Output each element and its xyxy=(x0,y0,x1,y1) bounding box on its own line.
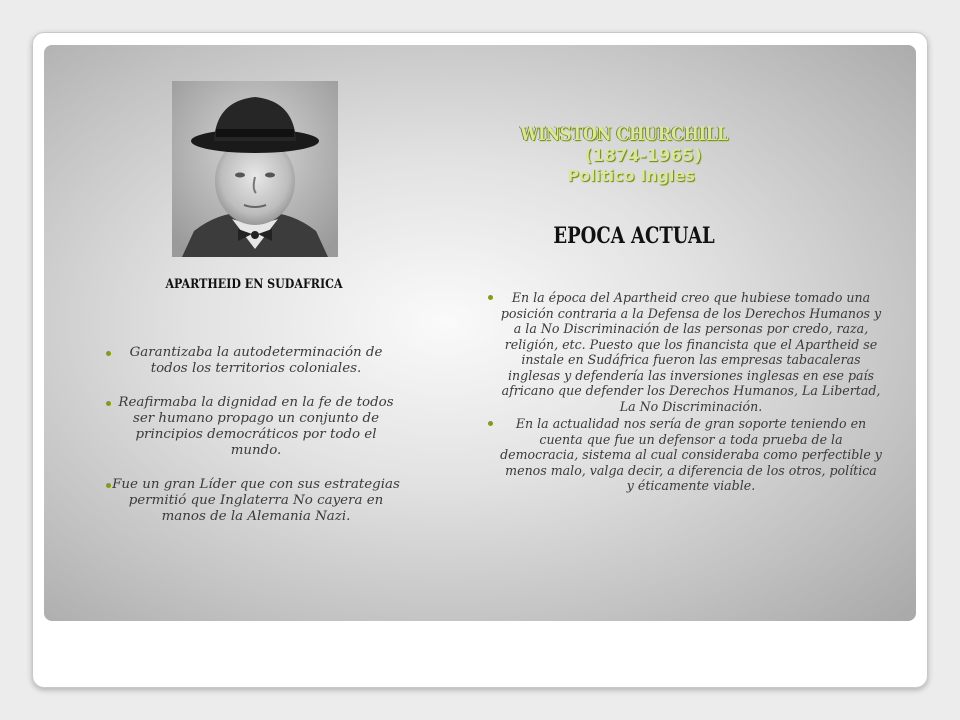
bullet-text: Reafirmaba la dignidad en la fe de todos ser humano propago un conjunto de principios democráticos por todo el mundo. xyxy=(118,395,394,458)
list-item xyxy=(104,477,408,525)
title-name: WINSTON CHURCHILL xyxy=(520,123,728,145)
list-item xyxy=(496,416,886,494)
bullet-icon xyxy=(106,351,111,356)
portrait-photo xyxy=(172,81,338,257)
bullet-icon xyxy=(106,401,111,406)
bullet-text: Garantizaba la autodeterminación de todos los territorios coloniales. xyxy=(129,345,383,376)
heading-epoca-actual: EPOCA ACTUAL xyxy=(553,223,715,249)
title-role: Politico Ingles xyxy=(567,166,695,186)
list-item xyxy=(496,290,886,414)
bullet-icon xyxy=(106,483,111,488)
heading-apartheid: APARTHEID EN SUDAFRICA xyxy=(165,277,343,292)
title-years: (1874-1965) xyxy=(584,145,702,166)
bullet-text: En la época del Apartheid creo que hubiese tomado una posición contraria a la Defensa de los Derechos Humanos y a la No Discriminación de las personas por credo, raza, religión, etc. Puesto que los financista que el Apartheid se instale en Sudáfrica fueron las empresas tabacaleras inglesas y defendería las inversiones inglesas en ese país africano que defender los Derechos Humanos, La Libertad, La No Discriminación. xyxy=(500,290,882,414)
bullet-text: Fue un gran Líder que con sus estrategias permitió que Inglaterra No cayera en manos de la Alemania Nazi. xyxy=(112,477,400,524)
bullet-icon xyxy=(488,421,493,426)
list-item xyxy=(104,345,408,377)
left-bullet-list xyxy=(104,345,408,543)
slide-panel xyxy=(44,45,916,621)
bullet-text: En la actualidad nos sería de gran soporte teniendo en cuenta que fue un defensor a toda prueba de la democracia, sistema al cual consideraba como perfectible y menos malo, valga decir, a diferencia de los otros, política y éticamente viable. xyxy=(500,416,882,493)
slide-title xyxy=(404,123,844,185)
bullet-icon xyxy=(488,295,493,300)
list-item xyxy=(104,395,408,459)
right-bullet-list xyxy=(496,290,886,496)
